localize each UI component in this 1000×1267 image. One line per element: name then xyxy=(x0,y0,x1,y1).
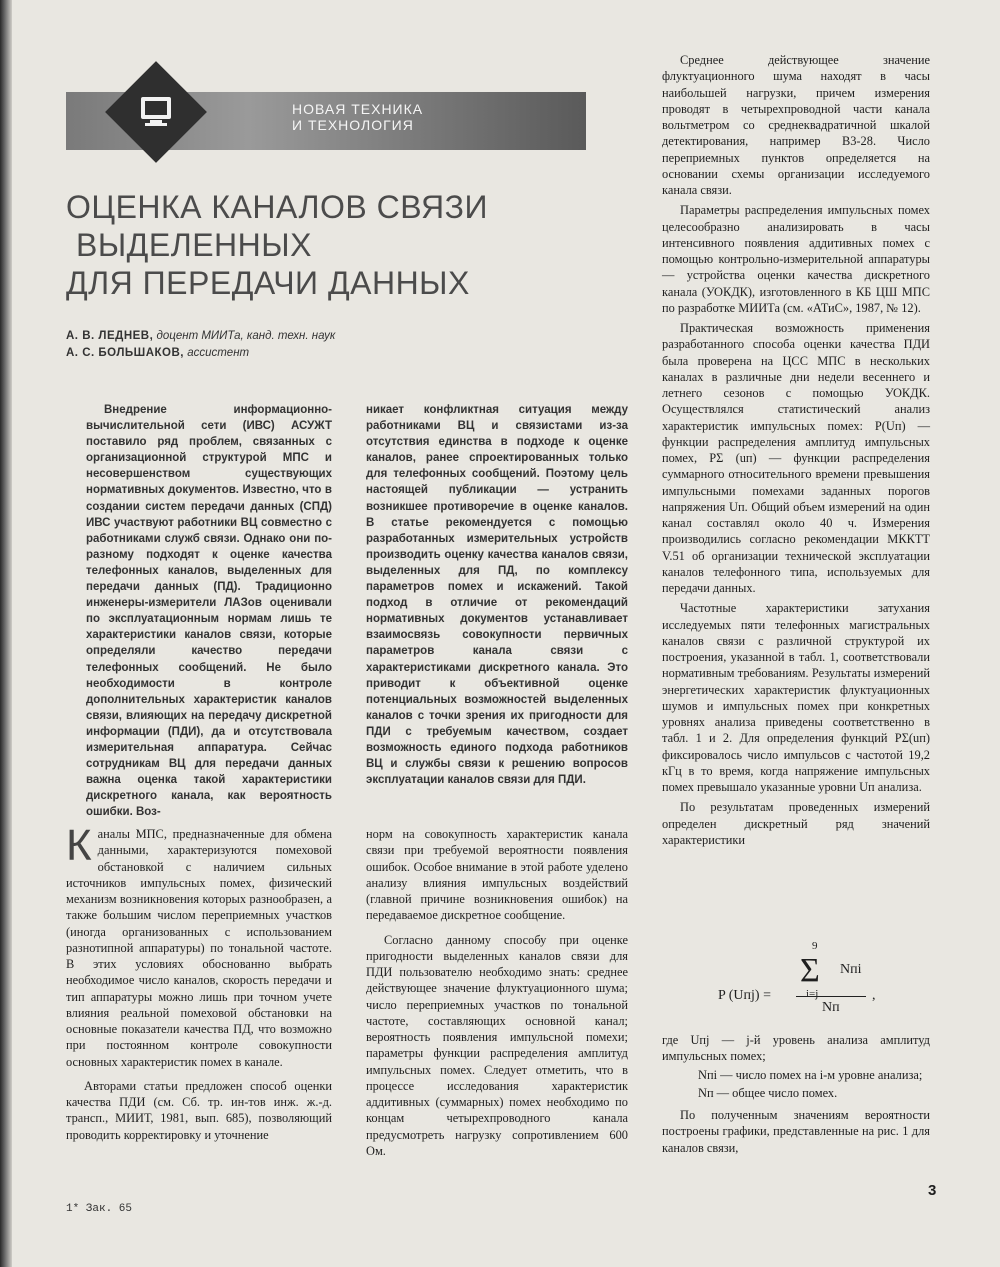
rubric-line-2: И ТЕХНОЛОГИЯ xyxy=(292,117,414,133)
formula-legend-3: Nп — общее число помех. xyxy=(698,1085,838,1100)
formula-lhs: P (Uпj) = xyxy=(718,988,771,1003)
formula-sum-upper: 9 xyxy=(812,940,818,952)
abstract-column-2 xyxy=(366,402,628,788)
formula-fraction-bar xyxy=(796,996,866,997)
abstract-paragraph-2: никает конфликтная ситуация между работниками ВЦ и связистами из-за отсутствия единства в подходе к оценке каналов, ранее спроектированных только для телефонных сообщений. Поэтому цель настоящей публикации — устранить возникшее противоречие в оценке каналов. В статье рекомендуется с помощью разработанных измерительных устройств производить оценку качества каналов связи, выделенных для ПД, по комплексу параметров помех и искажений. Такой подход в отличие от рекомендаций нормативных документов устанавливает взаимосвязь совокупности первичных параметров канала связи с характеристиками дискретного канала. Это приводит к объективной оценке потенциальных возможностей выделенных каналов с точки зрения их пригодности для ПДИ с требуемым качеством, создает возможность единого подхода работников ВЦ и службы связи к решению вопросов эксплуатации каналов связи для ПДИ. xyxy=(366,404,628,787)
body-column-1 xyxy=(66,821,332,1143)
body-paragraph-intro-text: аналы МПС, предназначенные для обмена данными, характеризуются помеховой обстановкой с наличием сильных источников импульсных помех, физический механизм возникновения которых разнообразен, а также большим числом переприемных участков (иногда организованных с использованием разнотипной аппаратуры) по тональной частоте. В этих условиях обоснованно выбрать необходимое число каналов, скорость передачи и тип аппаратуры можно лишь при точном учете влияния реальной помеховой обстановки на основные показатели качества ПД, что возможно при постоянном контроле совокупности основных характеристик помех в канале. xyxy=(66,827,332,1069)
page-number: 3 xyxy=(928,1182,937,1199)
drop-cap: К xyxy=(66,821,92,870)
author-2 xyxy=(66,345,586,362)
abstract-column-1 xyxy=(86,402,332,820)
author-2-name: А. С. БОЛЬШАКОВ, xyxy=(66,347,184,359)
body-column-2 xyxy=(366,826,628,1159)
author-2-role: ассистент xyxy=(187,347,250,359)
page-binding-edge xyxy=(0,0,12,1267)
formula-denominator: Nп xyxy=(822,1000,840,1015)
formula-sum-sign: Σ xyxy=(800,952,820,989)
formula-tail: , xyxy=(872,988,876,1003)
rubric-line-1: НОВАЯ ТЕХНИКА xyxy=(292,101,424,117)
author-list xyxy=(66,328,586,362)
title-line-3: ДЛЯ ПЕРЕДАЧИ ДАННЫХ xyxy=(66,265,470,301)
body-paragraph-fluct-noise: Среднее действующее значение флуктуационного шума находят в часы наибольшей нагрузки, причем измерения проводят в четырехпроводной части канала вольтметром со среднеквадратичной шкалой детектирования, например В3-28. Число переприемных пунктов определяется на основании схемы организации исследуемого канала связи. xyxy=(662,53,930,197)
computer-monitor-icon xyxy=(136,92,176,132)
rubric-label xyxy=(292,101,552,133)
body-column-3-bottom xyxy=(662,1032,930,1156)
body-paragraph-norms: норм на совокупность характеристик канала связи при требуемой вероятности появления ошибок. Особое внимание в этой работе уделено анализу влияния импульсных воздействий (главной причине возникновения ошибок) на передаваемое дискретное сообщение. xyxy=(366,827,628,923)
title-line-2: ВЫДЕЛЕННЫХ xyxy=(76,227,312,263)
body-paragraph-frequency: Частотные характеристики затухания исследуемых пяти телефонных магистральных каналов связи с различной структурой их построения, указанной в табл. 1, соответствовали нормативным требованиям. Результаты измерений энергетических характеристик флуктуационных шумов и импульсных помех при конкретных уровнях анализа приведены соответственно в табл. 1 и 2. Для определения функций PΣ(uп) фиксировалось число импульсов с частотой 19,2 кГц в то время, когда напряжение импульсных помех превышало указанные уровни Uп анализа. xyxy=(662,601,930,794)
author-1 xyxy=(66,328,586,345)
probability-formula xyxy=(700,940,900,1024)
body-paragraph-graphs: По полученным значениям вероятности построены графики, представленные на рис. 1 для каналов связи, xyxy=(662,1108,930,1155)
print-order-mark: 1* Зак. 65 xyxy=(66,1203,133,1215)
body-paragraph-authors-method: Авторами статьи предложен способ оценки качества ПДИ (см. Сб. тр. ин-тов инж. ж.-д. трансп., МИИТ, 1981, вып. 685), позволяющий проводить корректировку и уточнение xyxy=(66,1078,332,1142)
body-column-3 xyxy=(662,52,930,848)
formula-numerator: Nпi xyxy=(840,962,862,977)
article-title xyxy=(66,188,586,302)
formula-legend-1: где Uпj — j-й уровень анализа амплитуд импульсных помех; xyxy=(662,1033,930,1064)
author-1-name: А. В. ЛЕДНЕВ, xyxy=(66,330,154,342)
title-line-1: ОЦЕНКА КАНАЛОВ СВЯЗИ xyxy=(66,189,488,225)
formula-sum-lower: i=j xyxy=(806,988,819,1000)
body-paragraph-practical: Практическая возможность применения разработанного способа оценки качества ПДИ была проверена на ЦСС МПС в нескольких каналах в различные дни недели весеннего и летнего сезонов с помощью УОКДК. Осуществлялся статистический анализ характеристик импульсных помех: P(Uп) — функции распределения амплитуд импульсных помех, PΣ (uп) — функции распределения суммарного относительного времени превышения импульсными помехами заданных порогов напряжения Uп. Общий объем измерений на один канал составлял около 40 ч. Измерения производились согласно рекомендации МККТТ V.51 об организации технической эксплуатации каналов телефонного типа, используемых для передачи данных. xyxy=(662,321,930,595)
body-paragraph-results: По результатам проведенных измерений определен дискретный ряд значений характеристики xyxy=(662,800,930,847)
body-paragraph-intro xyxy=(66,821,332,1070)
author-1-role: доцент МИИТа, канд. техн. наук xyxy=(156,330,336,342)
body-paragraph-method-params: Согласно данному способу при оценке пригодности выделенных каналов связи для ПДИ пользователю необходимо знать: среднее действующее значение флуктуационного шума; число переприемных участков по тональной частоте, составляющих основной канал; вероятность появления импульсной помехи; параметры функции распределения амплитуд импульсных помех. Следует отметить, что в процессе исследования характеристик аддитивных (суммарных) помех необходимо по концам четырехпроводного канала предусмотреть нагрузку сопротивлением 600 Ом. xyxy=(366,932,628,1158)
body-paragraph-impulse-params: Параметры распределения импульсных помех целесообразно анализировать в часы интенсивного появления аддитивных помех с помощью контрольно-измерительной аппаратуры — устройства оценки качества дискретного канала (УОКДК), изготовленного в КБ ЦШ МПС по разработке МИИТа (см. «АТиС», 1987, № 12). xyxy=(662,203,930,315)
formula-legend-2: Nпi — число помех на i-м уровне анализа; xyxy=(698,1067,923,1082)
abstract-paragraph-1: Внедрение информационно-вычислительной сети (ИВС) АСУЖТ поставило ряд проблем, связанных с организационной структурой МПС и несовершенством существующих нормативных документов. Известно, что в создании систем передачи данных (СПД) ИВС участвуют работники ВЦ совместно с работниками служб связи. Однако они по-разному подходят к оценке качества телефонных каналов, выделенных для передачи данных (ПД). Традиционно инженеры-измерители ЛАЗов оценивали по эксплуатационным нормам лишь те характеристики каналов связи, которые определяли качество передачи телефонных сообщений. Не было необходимости в контроле дополнительных характеристик каналов связи, влияющих на передачу дискретной информации (ПДИ), да и отсутствовала измерительная аппаратура. Сейчас сотрудникам ВЦ для передачи данных важна оценка такой характеристики дискретного канала, как вероятность ошибки. Воз- xyxy=(86,404,332,819)
